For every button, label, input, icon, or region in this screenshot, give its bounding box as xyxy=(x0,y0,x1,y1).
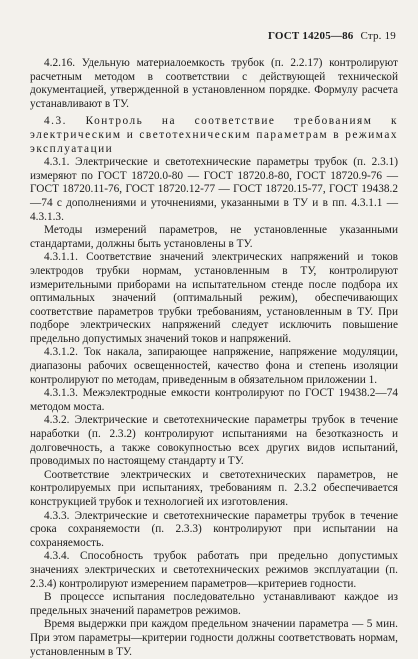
paragraph: Соответствие электрических и светотехнических параметров, не контролируемых при испытаниях, требованиям п. 2.3.2 обеспечивается конструкцией трубок и технологией их изготовления. xyxy=(30,468,398,508)
standard-number: ГОСТ 14205—86 xyxy=(267,30,354,42)
paragraph: Время выдержки при каждом предельном значении параметра — 5 мин. При этом параметры—критерии годности должны соответствовать нормам, установленным в ТУ. xyxy=(30,618,398,658)
paragraph-4-3-3: 4.3.3. Электрические и светотехнические параметры трубок в течение срока сохраняемости (п. 2.3.3) контролируют при испытании на сохраняемость. xyxy=(30,509,398,549)
paragraph-4-3-1-2: 4.3.1.2. Ток накала, запирающее напряжение, напряжение модуляции, диапазоны рабочих освещенностей, качество фона и степень изоляции контролируют по методам, приведенным в обязательном приложении 1. xyxy=(30,346,398,386)
page-number: Стр. 19 xyxy=(360,30,396,42)
paragraph: В процессе испытания последовательно устанавливают каждое из предельных значений параметров режимов. xyxy=(30,591,398,617)
section-heading-4-3: 4.3. Контроль на соответствие требованиям к электрическим и светотехническим параметрам в режимах эксплуатации xyxy=(30,115,398,155)
paragraph-4-3-4: 4.3.4. Способность трубок работать при предельно допустимых значениях электрических и светотехнических режимов эксплуатации (п. 2.3.4) контролируют измерением параметров—критериев годности. xyxy=(30,550,398,590)
paragraph-4-3-1-1: 4.3.1.1. Соответствие значений электрических напряжений и токов электродов трубки нормам, установленным в ТУ, контролируют измерительными приборами на испытательном стенде после подбора их оптимальных значений (оптимальный режим), обеспечивающих соответствие параметров трубки требованиям, установленным в ТУ. При подборе электрических напряжений следует исключить повышение предельно допустимых значений токов и напряжений. xyxy=(30,251,398,345)
paragraph-4-3-1-3: 4.3.1.3. Межэлектродные емкости контролируют по ГОСТ 19438.2—74 методом моста. xyxy=(30,387,398,413)
paragraph-4-3-1: 4.3.1. Электрические и светотехнические параметры трубок (п. 2.3.1) измеряют по ГОСТ 18720.0-80 — ГОСТ 18720.8-80, ГОСТ 18720.9-76 — ГОСТ 18720.11-76, ГОСТ 18720.12-77 — ГОСТ 18720.15-77, ГОСТ 19438.2—74 с дополнениями и уточнениями, указанными в ТУ и в пп. 4.3.1.1 — 4.3.1.3. xyxy=(30,156,398,223)
paragraph-4-2-16: 4.2.16. Удельную материалоемкость трубок (п. 2.2.17) контролируют расчетным методом в соответствии с действующей технической документацией, утвержденной в установленном порядке. Формулу расчета устанавливают в ТУ. xyxy=(30,57,398,110)
paragraph: Методы измерений параметров, не установленные указанными стандартами, должны быть установлены в ТУ. xyxy=(30,224,398,250)
paragraph-4-3-2: 4.3.2. Электрические и светотехнические параметры трубок в течение наработки (п. 2.3.2) контролируют испытаниями на безотказность и долговечность, а также совокупностью всех других видов испытаний, проводимых по настоящему стандарту и ТУ. xyxy=(30,414,398,468)
page-header xyxy=(268,30,396,42)
document-body xyxy=(30,57,398,659)
